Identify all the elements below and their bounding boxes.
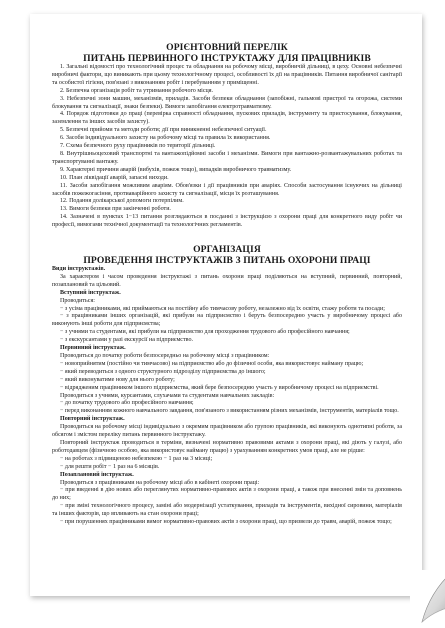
list-item: − новоприйнятим (постійно чи тимчасово) на підприємство або до фізичної особи, яка використовує найману працю; [60, 360, 364, 367]
primary-heading: Первинний інструктаж. [60, 345, 126, 352]
unplanned-intro: Проводиться з працівниками на робочому місці або в кабінеті охорони праці: [60, 479, 260, 486]
page-content [52, 42, 402, 527]
unplanned-heading: Позаплановий інструктаж. [60, 471, 134, 478]
primary-intro: Проводиться до початку роботи безпосередньо на робочому місці з працівником: [60, 353, 270, 359]
types-heading: Види інструктажів. [52, 266, 106, 273]
list-item: 7. Схема безпечного руху працівників по території дільниці. [60, 143, 216, 150]
list-item: 6. Засоби індивідуального захисту на робочому місці та правила їх використання. [60, 135, 271, 142]
list-item: 8. Внутрішньоцеховий транспортні та вантажопідйомні засоби і механізми. Вимоги при вантажно-розвантажувальних роботах та транспортуванні вантажу. [52, 150, 402, 165]
list-item: 13. Вимоги безпеки при закінченні роботи. [60, 206, 171, 213]
list-item: − при порушеннях працівниками вимог нормативно-правових актів з охорони праці, що призвели до травм, аварій, пожеж тощо; [60, 519, 392, 526]
list-item: 11. Засоби запобігання можливим аваріям. Обов'язки і дії працівників при аваріях. Способи застосування існуючих на дільниці засобів пожежогасіння, протиаварійного захисту та сигналізації, місця їх розташування. [52, 182, 402, 197]
repeat-text: Проводиться на робочому місці індивідуально з окремим працівником або групою працівників, які виконують однотипні роботи, за обсягом і змістом переліку питань первинного інструктажу. [52, 424, 402, 439]
repeat-text: Повторний інструктаж проводиться в терміни, визначені нормативно правовими актами з охорони праці, які діють у галузі, або роботодавцем (фізичною особою, яка використовує найману працю) з урахуванням конкретних умов праці, але не рідше: [52, 439, 402, 454]
list-item: − при зміні технологічного процесу, заміні або модернізації устаткування, приладів та інструментів, вихідної сировини, матеріалів та інших факторів, що впливають на стан охорони праці; [52, 503, 402, 518]
list-item: − для решти робіт − 1 раз на 6 місяців. [60, 463, 160, 470]
primary-students: Проводиться з учнями, курсантами, слухачами та студентами навчальних закладів: [60, 392, 275, 399]
list-item: − перед виконанням кожного навчального завдання, пов'язаного з використанням різних механізмів, інструментів, матеріалів тощо. [60, 408, 399, 415]
section2-subtitle: ПРОВЕДЕННЯ ІНСТРУКТАЖІВ З ПИТАНЬ ОХОРОНИ ПРАЦІ [83, 255, 371, 267]
list-item: − який переводиться з одного структурного підрозділу підприємства до іншого; [60, 368, 266, 375]
list-item: − з усіма працівниками, які приймаються на постійну або тимчасову роботу, незалежно від їх освіти, стажу роботи та посади; [60, 305, 385, 312]
list-item: − з екскурсантами у разі екскурсії на підприємство. [60, 337, 193, 344]
page-curl-icon [400, 562, 445, 628]
list-item: 12. Подання долікарської допомоги потерпілим. [60, 198, 184, 205]
list-item: 3. Небезпечні зони машин, механізмів, приладів. Засоби безпеки обладнання (запобіжні, гальмові пристрої та огорожа, системи блокування та сигналізації, знаки безпеки). Вимоги запобігання електротравматизму. [52, 95, 402, 110]
list-item: − на роботах з підвищеною небезпекою − 1 раз на 3 місяці; [60, 455, 213, 462]
types-text: За характером і часом проведення інструктажі з питань охорони праці поділяються на вступний, первинний, повторний, позаплановий та цільовий. [52, 273, 402, 288]
intro-conducted-label: Проводиться: [60, 297, 95, 304]
list-item: 4. Порядок підготовки до праці (перевірка справності обладнання, пускових приладів, інструменту та пристосування, блокування, заземлення та інших засобів захисту). [52, 111, 402, 126]
list-item: − відрядженим працівником іншого підприємства, який бере безпосередню участь у виробничому процесі на підприємстві. [60, 384, 379, 391]
list-item: − до початку трудового або професійного навчання; [60, 400, 194, 407]
section1-title: ОРІЄНТОВНИЙ ПЕРЕЛІК [166, 42, 288, 53]
list-item: 9. Характерні причини аварій (вибухів, пожеж тощо), випадків виробничого травматизму. [60, 166, 292, 173]
list-item: 5. Безпечні прийоми та методи роботи; дії при виникненні небезпечної ситуації. [60, 127, 267, 134]
list-item: 1. Загальні відомості про технологічний процес та обладнання на робочому місці, виробничій дільниці, в цеху. Основні небезпечні виробничі фактори, що виникають при цьому технологічному процесі, особливості їх дії на працівників. Питання виробничої санітарії та особистої гігієни, пов'язані з виконанням робіт і перебуванням у приміщенні. [52, 64, 402, 86]
intro-heading: Вступний інструктаж. [60, 289, 121, 296]
list-item: − з учнями та студентами, які прибули на підприємство для проходження трудового або професійного навчання; [60, 329, 350, 336]
section2-title: ОРГАНІЗАЦІЯ [193, 244, 261, 256]
list-item: 10. План ліквідації аварій, запасні виходи. [60, 174, 169, 181]
list-item: − з працівниками інших організацій, які прибули на підприємство і беруть безпосередню участь у виробничому процесі або виконують інші роботи для підприємства; [52, 313, 402, 328]
list-item: 2. Безпечна організація робіт та утримання робочого місця. [60, 87, 214, 94]
section1-subtitle: ПИТАНЬ ПЕРВИННОГО ІНСТРУКТАЖУ ДЛЯ ПРАЦІВНИКІВ [83, 53, 371, 64]
list-item: − при введенні в дію нових або переглянутих нормативно-правових актів з охорони праці, а також при внесенні змін та доповнень до них; [52, 487, 402, 502]
repeat-heading: Повторний інструктаж. [60, 416, 125, 423]
list-item: − який виконуватиме нову для нього роботу; [60, 376, 175, 383]
document-page [30, 14, 422, 596]
section1-list [52, 64, 402, 230]
list-item: 14. Зазначені в пунктах 1−13 питання розглядаються в посданні з інструкцією з охорони праці для конкретного виду робіт чи професії, вимогами технічної документації та технологічних регламентів. [52, 214, 402, 229]
